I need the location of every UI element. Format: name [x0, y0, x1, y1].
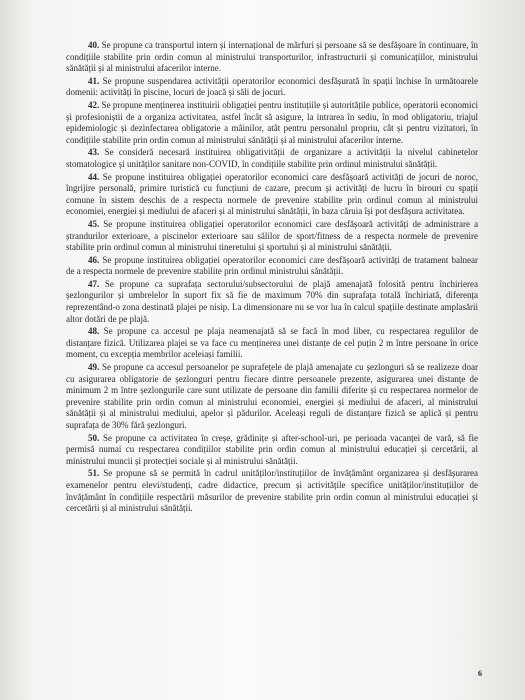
paragraph-number: 40.: [88, 40, 100, 50]
paragraph-text: Se propune ca transportul intern și internațional de mărfuri și persoane să se desfășoare în continuare, în condițiile stabilite prin ordin comun al ministrului transporturilor, infrastructurii și comunicațiilor, ministrului sănătății și al ministrului afacerilor interne.: [66, 40, 479, 74]
paragraph-number: 49.: [88, 362, 100, 373]
paragraph-50: [66, 433, 478, 468]
paragraph-44: [66, 172, 478, 218]
paragraph-text: Se propune menținerea instituirii obligației pentru instituțiile și autoritățile publice, operatorii economici și profesioniștii de a organiza activitatea, astfel încât să asigure, la intrarea în sediu, în mod obligatoriu, triajul epidemiologic și dezinfectarea obligatorie a mâinilor, atât pentru personalul propriu, cât și pentru vizitatori, în condițiile stabilite prin ordin comun al ministrului sănătății și al ministrului afacerilor interne.: [66, 99, 479, 145]
page-number: 6: [478, 669, 482, 678]
document-body: [66, 40, 478, 516]
paragraph-41: [66, 76, 478, 99]
paragraph-number: 45.: [88, 218, 100, 229]
paragraph-text: Se propune instituirea obligației operatorilor economici care desfășoară activități de administrare a ștrandurilor exterioare, a piscinelor exterioare sau sălilor de sport/fitness de a respecta normele de prevenire stabilite prin ordinul comun al ministrului tineretului și sportului și al ministrului sănătății.: [66, 218, 479, 253]
paragraph-40: [66, 40, 478, 75]
paragraph-43: [66, 147, 478, 170]
paragraph-text: Se propune să se permită în cadrul unităților/instituțiilor de învățământ organizarea și desfășurarea examenelor pentru elevi/studenți, cadre didactice, precum și activitățile specifice unităților/instituțiilor de învățământ în condițiile respectării măsurilor de prevenire stabilite prin ordin comun al ministrului educației și cercetării și al ministrului sănătății.: [66, 468, 479, 514]
paragraph-46: [66, 255, 478, 278]
paragraph-number: 48.: [88, 326, 100, 337]
paragraph-text: Se propune ca accesul persoanelor pe suprafețele de plajă amenajate cu șezlonguri să se realizeze doar cu asigurarea obligatorie de șezlonguri pentru fiecare dintre persoanele prezente, asigurarea unei distanțe de minimum 2 m între șezlongurile care sunt utilizate de persoane din familii diferite și cu respectarea normelor de prevenire stabilite prin ordin comun al ministrului economiei, energiei și mediului de afaceri, al ministrului sănătății și al ministrului mediului, apelor și pădurilor. Aceleași reguli de distanțare fizică se aplică și pentru suprafața de 30% fără șezlonguri.: [66, 362, 479, 430]
paragraph-47: [66, 279, 478, 325]
paragraph-number: 47.: [88, 278, 100, 289]
paragraph-51: [66, 468, 478, 514]
paragraph-text: Se propune suspendarea activității operatorilor economici desfășurată în spații închise în următoarele domenii: activități în piscine, locuri de joacă și săli de jocuri.: [66, 75, 479, 98]
paragraph-text: Se propune ca activitatea în creșe, grădinițe și after-school-uri, pe perioada vacanței de vară, să fie permisă numai cu respectarea condițiilor stabilite prin ordin comun al ministrului educației și cercetării, al ministrului muncii și protecției sociale și al ministrului sănătății.: [66, 432, 479, 466]
paragraph-number: 44.: [88, 171, 100, 182]
paragraph-number: 41.: [88, 75, 100, 86]
paragraph-text: Se propune ca suprafața sectorului/subsectorului de plajă amenajată folosită pentru închirierea șezlongurilor și umbrelelor în suport fix să fie de maximum 70% din suprafața totală închiriată, diferența reprezentând-o zona destinată plajei pe nisip. La dimensionare nu se vor lua în calcul spațiile destinate amplasării altor dotări de pe plajă.: [66, 278, 478, 324]
paragraph-49: [66, 362, 478, 432]
paragraph-text: Se propune instituirea obligației operatorilor economici care desfășoară activități de tratament balnear de a respecta normele de prevenire stabilite prin ordinul ministrului sănătății.: [66, 254, 478, 277]
paragraph-number: 42.: [88, 99, 100, 110]
paragraph-number: 51.: [88, 468, 100, 479]
paragraph-text: Se propune ca accesul pe plaja neamenajată să se facă în mod liber, cu respectarea regulilor de distanțare fizică. Utilizarea plajei se va face cu menținerea unei distanțe de cel puțin 2 m între persoane în orice moment, cu excepția membrilor aceleiași familii.: [66, 326, 478, 360]
paragraph-48: [66, 326, 478, 361]
paragraph-text: Se consideră necesară instituirea obligativității de organizare a activității la nivelul cabinetelor stomatologice și unităților sanitare non-COVID, în condițiile stabilite prin ordinul ministrului sănătății.: [66, 147, 479, 169]
paragraph-number: 46.: [88, 254, 100, 265]
paragraph-42: [66, 100, 478, 146]
paragraph-text: Se propune instituirea obligației operatorilor economici care desfășoară activități de jocuri de noroc, îngrijire personală, primire turistică cu funcțiuni de cazare, precum și activități de lucru în birouri cu spații comune în sistem deschis de a respecta normele de prevenire stabilite prin ordinul comun al ministrului economiei, energiei și mediului de afaceri și al ministrului sănătății, în baza căruia își pot desfășura activitatea.: [66, 171, 478, 217]
paragraph-number: 50.: [88, 432, 100, 443]
paragraph-number: 43.: [88, 147, 100, 158]
paragraph-45: [66, 219, 478, 254]
